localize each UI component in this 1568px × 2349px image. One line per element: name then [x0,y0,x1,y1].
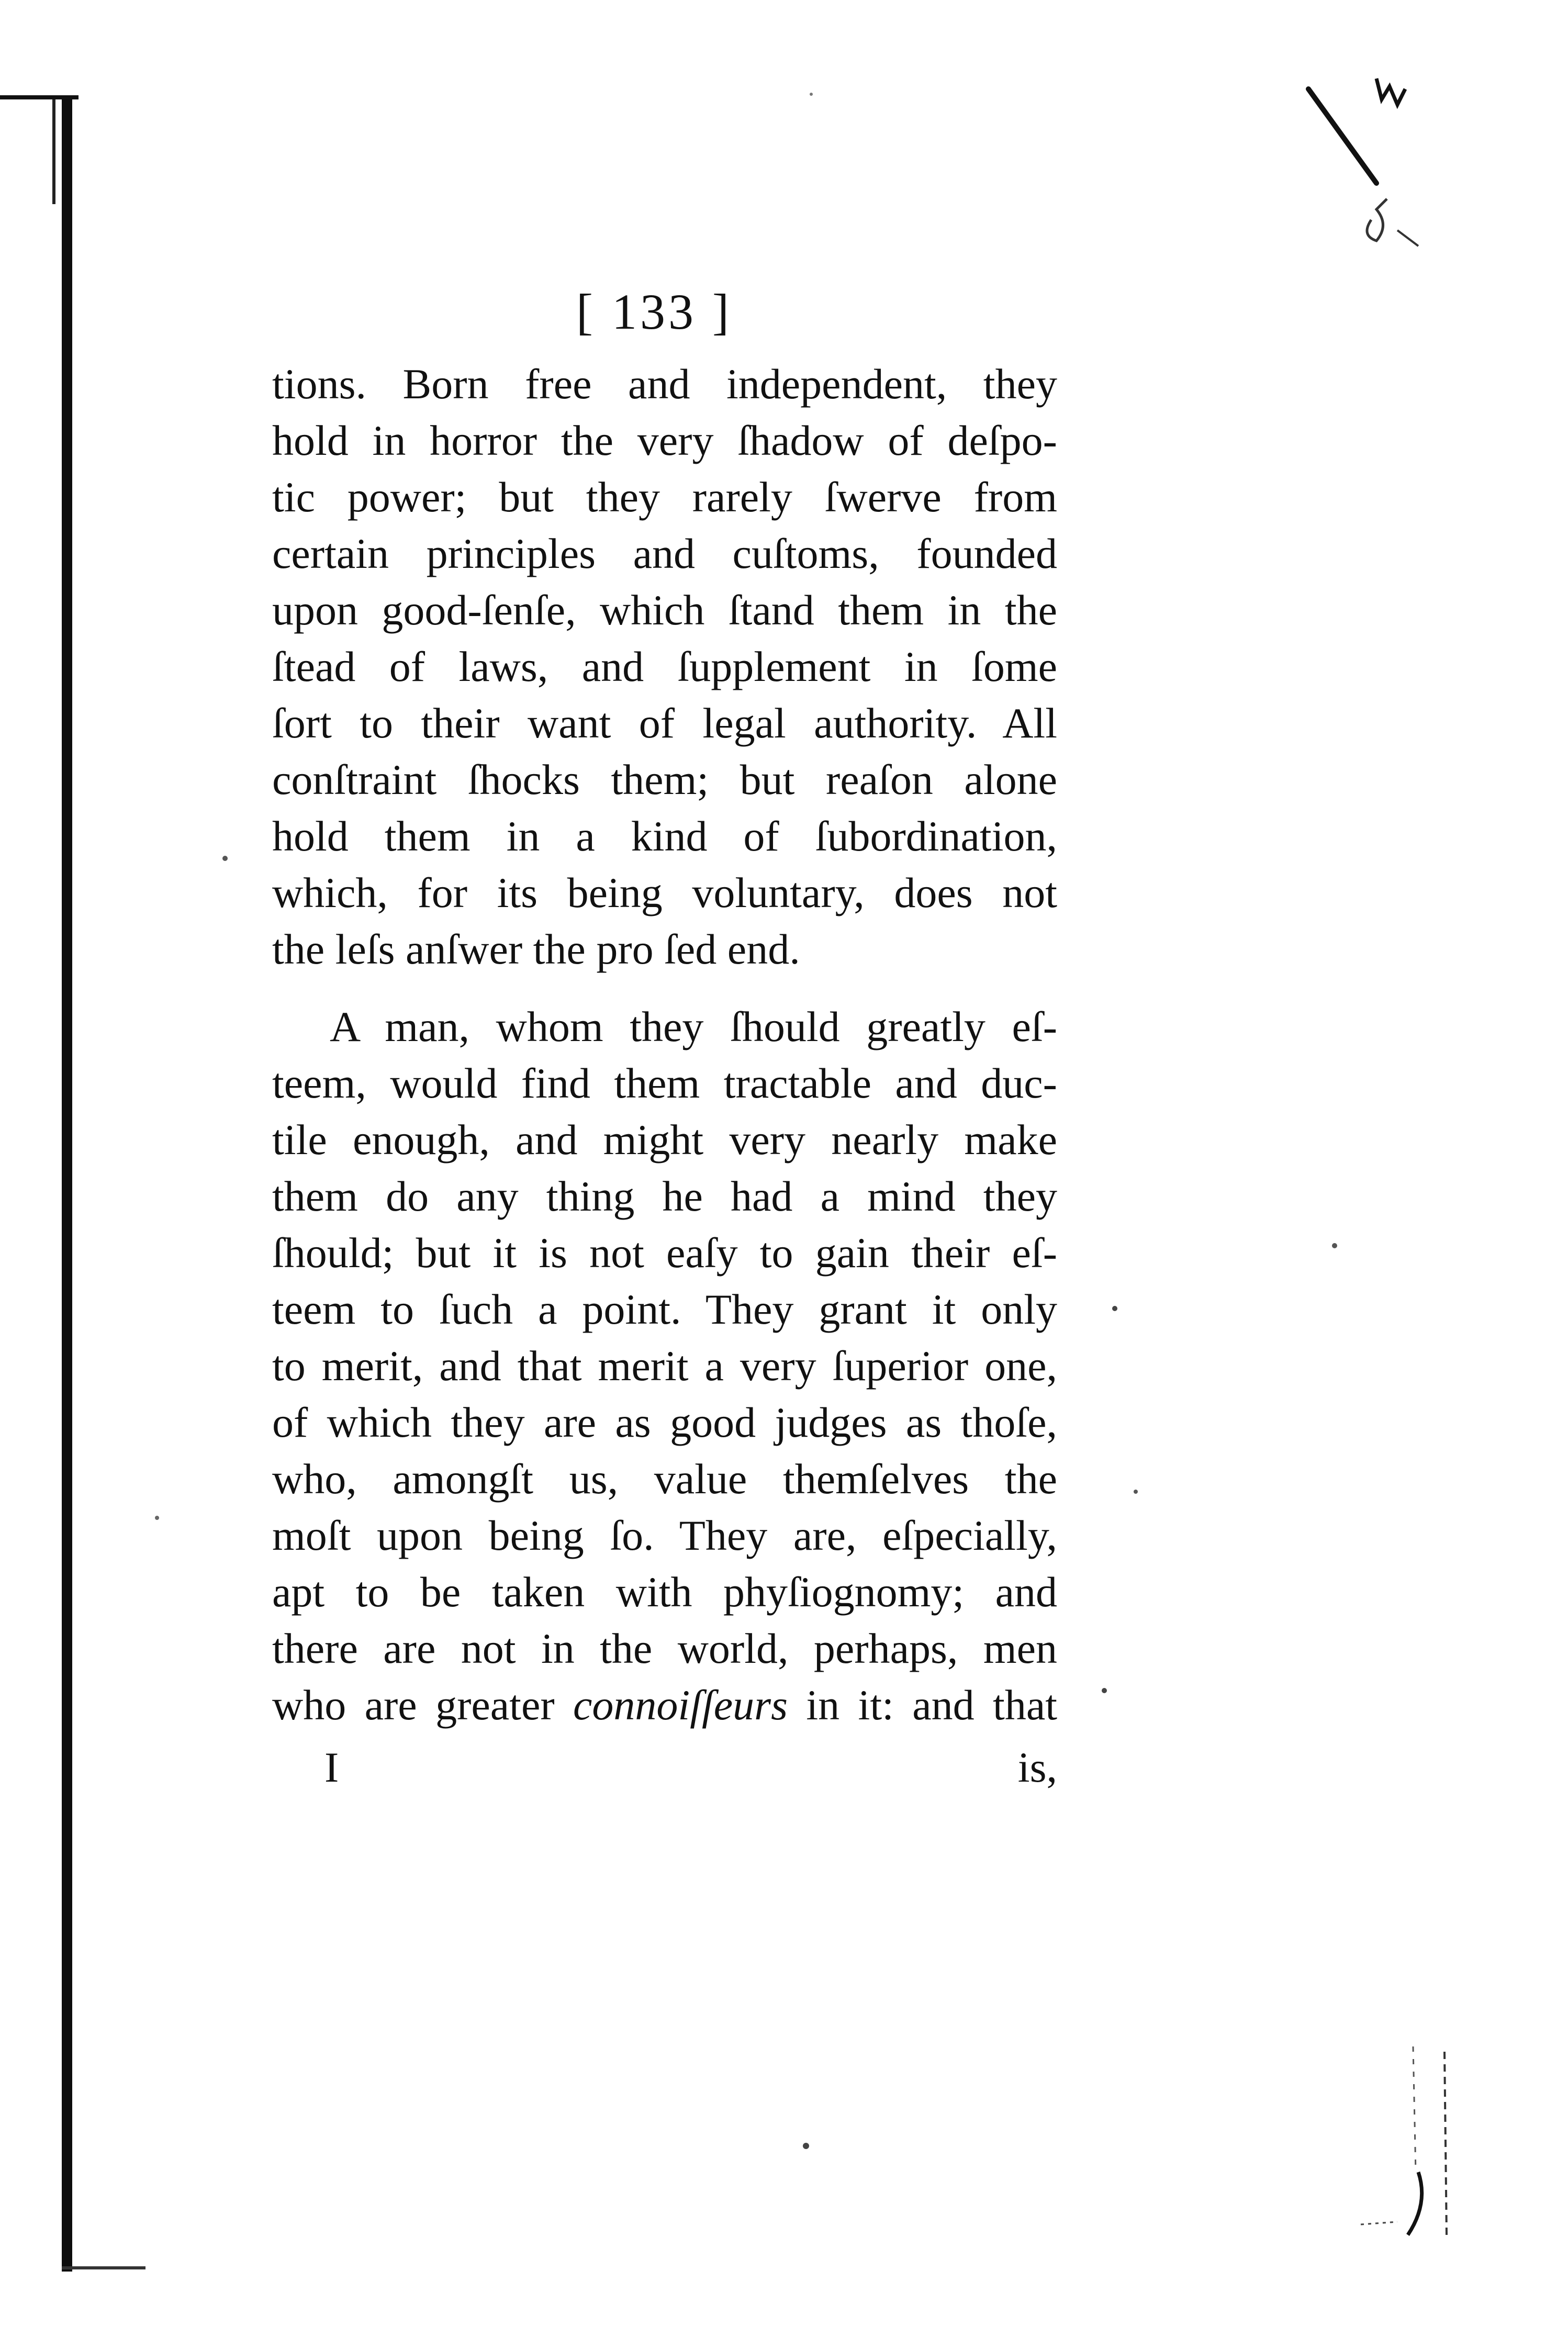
text-line: certain principles and cuſtoms, founded [272,530,1057,577]
top-scan-rule [0,95,79,99]
text-line: them do any thing he had a mind they [272,1172,1057,1220]
text-line: hold them in a kind of ſubordination, [272,812,1057,860]
text-line: which, for its being voluntary, does not [272,869,1057,916]
handwritten-marginal-mark [1298,68,1455,256]
text-line: of which they are as good judges as thoſe, [272,1399,1057,1446]
paragraph-gap [272,978,1057,999]
text-segment: who are greater [272,1681,574,1729]
text-line: conſtraint ſhocks them; but reaſon alone [272,756,1057,803]
text-line: who, amongſt us, value themſelves the [272,1455,1057,1503]
text-line: tile enough, and might very nearly make [272,1116,1057,1164]
binding-edge [62,99,72,2272]
text-line: tic power; but they rarely ſwerve from [272,473,1057,521]
catchword: is, [1017,1743,1057,1791]
binding-shadow [52,99,55,204]
text-line: teem to ſuch a point. They grant it only [272,1285,1057,1333]
bottom-scan-rule [62,2266,145,2269]
text-line: A man, whom they ſhould greatly eſ- [330,1003,1057,1050]
text-line: hold in horror the very ſhadow of deſpo- [272,417,1057,464]
text-line: upon good-ſenſe, which ſtand them in the [272,586,1057,634]
text-segment: in it: and that [788,1681,1057,1729]
italic-word: connoiſſeurs [573,1681,788,1729]
text-line: ſtead of laws, and ſupplement in ſome [272,643,1057,690]
text-line: there are not in the world, perhaps, men [272,1625,1057,1672]
text-line: ſhould; but it is not eaſy to gain their eſ- [272,1229,1057,1277]
text-line: teem, would find them tractable and duc- [272,1059,1057,1107]
text-line: the leſs anſwer the pro ſed end. [272,925,800,973]
text-line: apt to be taken with phyſiognomy; and [272,1568,1057,1616]
text-line-with-italic [272,1677,1057,1733]
text-line: to merit, and that merit a very ſuperior one, [272,1342,1057,1390]
page-number: [ 133 ] [576,284,732,340]
body-text [272,356,1057,1733]
signature-mark: I [324,1743,339,1791]
scan-artefact-marks [1350,2015,1507,2251]
text-line: tions. Born free and independent, they [272,360,1057,408]
text-line: ſort to their want of legal authority. All [272,699,1057,747]
text-line: moſt upon being ſo. They are, eſpecially, [272,1512,1057,1559]
